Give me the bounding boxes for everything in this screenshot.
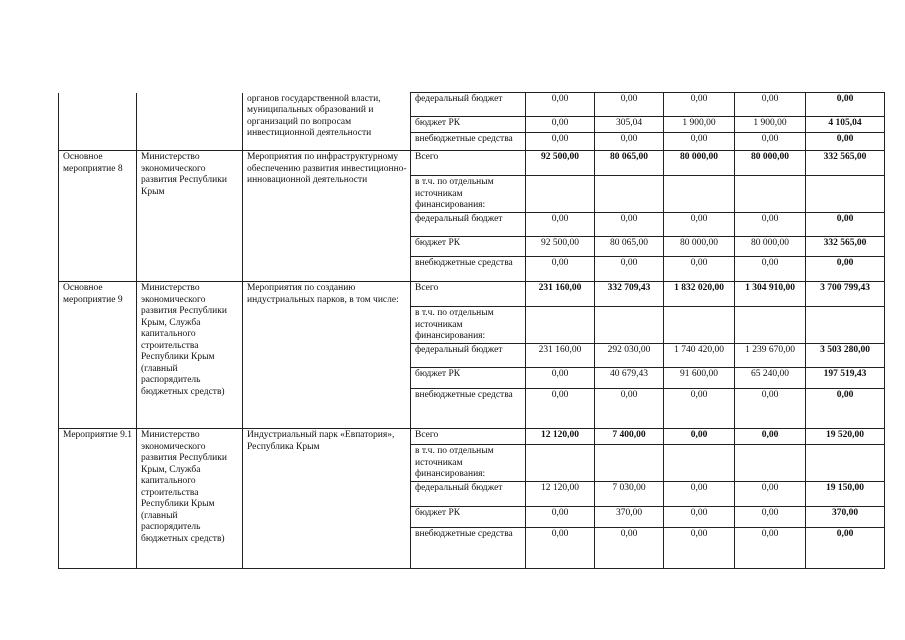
year-amount-cell: 0,00: [735, 528, 806, 569]
year-amount-cell: 0,00: [526, 93, 595, 117]
year-amount-cell: 0,00: [735, 257, 806, 282]
funding-source-cell: бюджет РК: [411, 237, 526, 257]
year-amount-cell: [664, 307, 735, 344]
year-amount-cell: 1 832 020,00: [664, 282, 735, 307]
total-amount-cell: 370,00: [806, 507, 885, 528]
funding-source-cell: Всего: [411, 151, 526, 176]
event-code-cell: Основное мероприятие 8: [59, 151, 137, 282]
table-row: [59, 151, 885, 176]
total-amount-cell: [806, 445, 885, 482]
total-amount-cell: 0,00: [806, 93, 885, 117]
funding-source-cell: в т.ч. по отдельным источникам финансирования:: [411, 307, 526, 344]
year-amount-cell: 0,00: [595, 213, 664, 237]
year-amount-cell: 0,00: [664, 528, 735, 569]
event-name-cell: Мероприятия по созданию индустриальных парков, в том числе:: [243, 282, 411, 429]
year-amount-cell: 0,00: [735, 482, 806, 507]
year-amount-cell: 0,00: [664, 429, 735, 445]
funding-source-cell: федеральный бюджет: [411, 482, 526, 507]
total-amount-cell: [806, 307, 885, 344]
year-amount-cell: 231 160,00: [526, 282, 595, 307]
funding-source-cell: внебюджетные средства: [411, 528, 526, 569]
year-amount-cell: [735, 176, 806, 213]
table-row: [59, 429, 885, 445]
year-amount-cell: 12 120,00: [526, 429, 595, 445]
year-amount-cell: 91 600,00: [664, 368, 735, 389]
year-amount-cell: 370,00: [595, 507, 664, 528]
executor-cell: [137, 93, 243, 151]
funding-source-cell: бюджет РК: [411, 368, 526, 389]
funding-source-cell: в т.ч. по отдельным источникам финансирования:: [411, 445, 526, 482]
funding-source-cell: Всего: [411, 429, 526, 445]
year-amount-cell: [735, 307, 806, 344]
total-amount-cell: 0,00: [806, 528, 885, 569]
year-amount-cell: 0,00: [526, 368, 595, 389]
budget-table: [58, 92, 885, 569]
funding-source-cell: Всего: [411, 282, 526, 307]
year-amount-cell: 0,00: [664, 93, 735, 117]
year-amount-cell: 65 240,00: [735, 368, 806, 389]
year-amount-cell: 0,00: [595, 389, 664, 429]
table-row: [59, 93, 885, 117]
year-amount-cell: [526, 176, 595, 213]
year-amount-cell: 80 000,00: [664, 151, 735, 176]
year-amount-cell: 0,00: [526, 117, 595, 133]
event-code-cell: Основное мероприятие 9: [59, 282, 137, 429]
year-amount-cell: 7 400,00: [595, 429, 664, 445]
year-amount-cell: 0,00: [664, 257, 735, 282]
year-amount-cell: [735, 445, 806, 482]
year-amount-cell: 0,00: [526, 257, 595, 282]
year-amount-cell: 80 000,00: [664, 237, 735, 257]
total-amount-cell: 0,00: [806, 257, 885, 282]
total-amount-cell: 0,00: [806, 213, 885, 237]
total-amount-cell: 3 700 799,43: [806, 282, 885, 307]
total-amount-cell: 3 503 280,00: [806, 344, 885, 368]
funding-source-cell: в т.ч. по отдельным источникам финансирования:: [411, 176, 526, 213]
funding-source-cell: бюджет РК: [411, 507, 526, 528]
event-code-cell: Мероприятие 9.1: [59, 429, 137, 569]
total-amount-cell: 19 520,00: [806, 429, 885, 445]
executor-cell: Министерство экономического развития Республики Крым, Служба капитального строительства Республики Крым (главный распорядитель бюджетных средств): [137, 429, 243, 569]
year-amount-cell: 292 030,00: [595, 344, 664, 368]
year-amount-cell: 0,00: [664, 482, 735, 507]
year-amount-cell: 0,00: [735, 429, 806, 445]
funding-source-cell: федеральный бюджет: [411, 93, 526, 117]
funding-source-cell: бюджет РК: [411, 117, 526, 133]
year-amount-cell: 80 065,00: [595, 237, 664, 257]
year-amount-cell: [595, 307, 664, 344]
year-amount-cell: 0,00: [664, 389, 735, 429]
year-amount-cell: 0,00: [595, 133, 664, 151]
total-amount-cell: 0,00: [806, 389, 885, 429]
year-amount-cell: 305,04: [595, 117, 664, 133]
year-amount-cell: 0,00: [735, 133, 806, 151]
funding-source-cell: федеральный бюджет: [411, 213, 526, 237]
year-amount-cell: 92 500,00: [526, 151, 595, 176]
funding-source-cell: внебюджетные средства: [411, 257, 526, 282]
year-amount-cell: 0,00: [735, 213, 806, 237]
year-amount-cell: 7 030,00: [595, 482, 664, 507]
year-amount-cell: 1 900,00: [664, 117, 735, 133]
year-amount-cell: 0,00: [526, 528, 595, 569]
event-name-cell: органов государственной власти, муниципальных образований и организаций по вопросам инвестиционной деятельности: [243, 93, 411, 151]
funding-source-cell: федеральный бюджет: [411, 344, 526, 368]
year-amount-cell: 0,00: [735, 93, 806, 117]
event-name-cell: Мероприятия по инфраструктурному обеспечению развития инвестиционно-инновационной деятельности: [243, 151, 411, 282]
event-name-cell: Индустриальный парк «Евпатория», Республика Крым: [243, 429, 411, 569]
funding-source-cell: внебюджетные средства: [411, 133, 526, 151]
year-amount-cell: 80 000,00: [735, 151, 806, 176]
total-amount-cell: 0,00: [806, 133, 885, 151]
year-amount-cell: 0,00: [735, 507, 806, 528]
year-amount-cell: 332 709,43: [595, 282, 664, 307]
year-amount-cell: 92 500,00: [526, 237, 595, 257]
table-body: [59, 93, 885, 569]
total-amount-cell: 332 565,00: [806, 237, 885, 257]
year-amount-cell: 1 740 420,00: [664, 344, 735, 368]
year-amount-cell: 0,00: [664, 507, 735, 528]
year-amount-cell: 1 900,00: [735, 117, 806, 133]
year-amount-cell: 0,00: [735, 389, 806, 429]
year-amount-cell: [595, 445, 664, 482]
total-amount-cell: 197 519,43: [806, 368, 885, 389]
executor-cell: Министерство экономического развития Республики Крым, Служба капитального строительства Республики Крым (главный распорядитель бюджетных средств): [137, 282, 243, 429]
year-amount-cell: 0,00: [595, 528, 664, 569]
year-amount-cell: 1 304 910,00: [735, 282, 806, 307]
total-amount-cell: 19 150,00: [806, 482, 885, 507]
total-amount-cell: 332 565,00: [806, 151, 885, 176]
year-amount-cell: 40 679,43: [595, 368, 664, 389]
year-amount-cell: [526, 307, 595, 344]
year-amount-cell: 12 120,00: [526, 482, 595, 507]
year-amount-cell: 0,00: [595, 257, 664, 282]
year-amount-cell: 80 065,00: [595, 151, 664, 176]
year-amount-cell: 0,00: [526, 507, 595, 528]
year-amount-cell: [664, 176, 735, 213]
year-amount-cell: [595, 176, 664, 213]
year-amount-cell: 0,00: [664, 133, 735, 151]
year-amount-cell: 80 000,00: [735, 237, 806, 257]
total-amount-cell: 4 105,04: [806, 117, 885, 133]
year-amount-cell: 231 160,00: [526, 344, 595, 368]
year-amount-cell: [664, 445, 735, 482]
year-amount-cell: 0,00: [595, 93, 664, 117]
total-amount-cell: [806, 176, 885, 213]
year-amount-cell: 1 239 670,00: [735, 344, 806, 368]
funding-source-cell: внебюджетные средства: [411, 389, 526, 429]
event-code-cell: [59, 93, 137, 151]
year-amount-cell: 0,00: [526, 389, 595, 429]
year-amount-cell: 0,00: [526, 213, 595, 237]
table-row: [59, 282, 885, 307]
executor-cell: Министерство экономического развития Республики Крым: [137, 151, 243, 282]
year-amount-cell: 0,00: [664, 213, 735, 237]
year-amount-cell: 0,00: [526, 133, 595, 151]
year-amount-cell: [526, 445, 595, 482]
